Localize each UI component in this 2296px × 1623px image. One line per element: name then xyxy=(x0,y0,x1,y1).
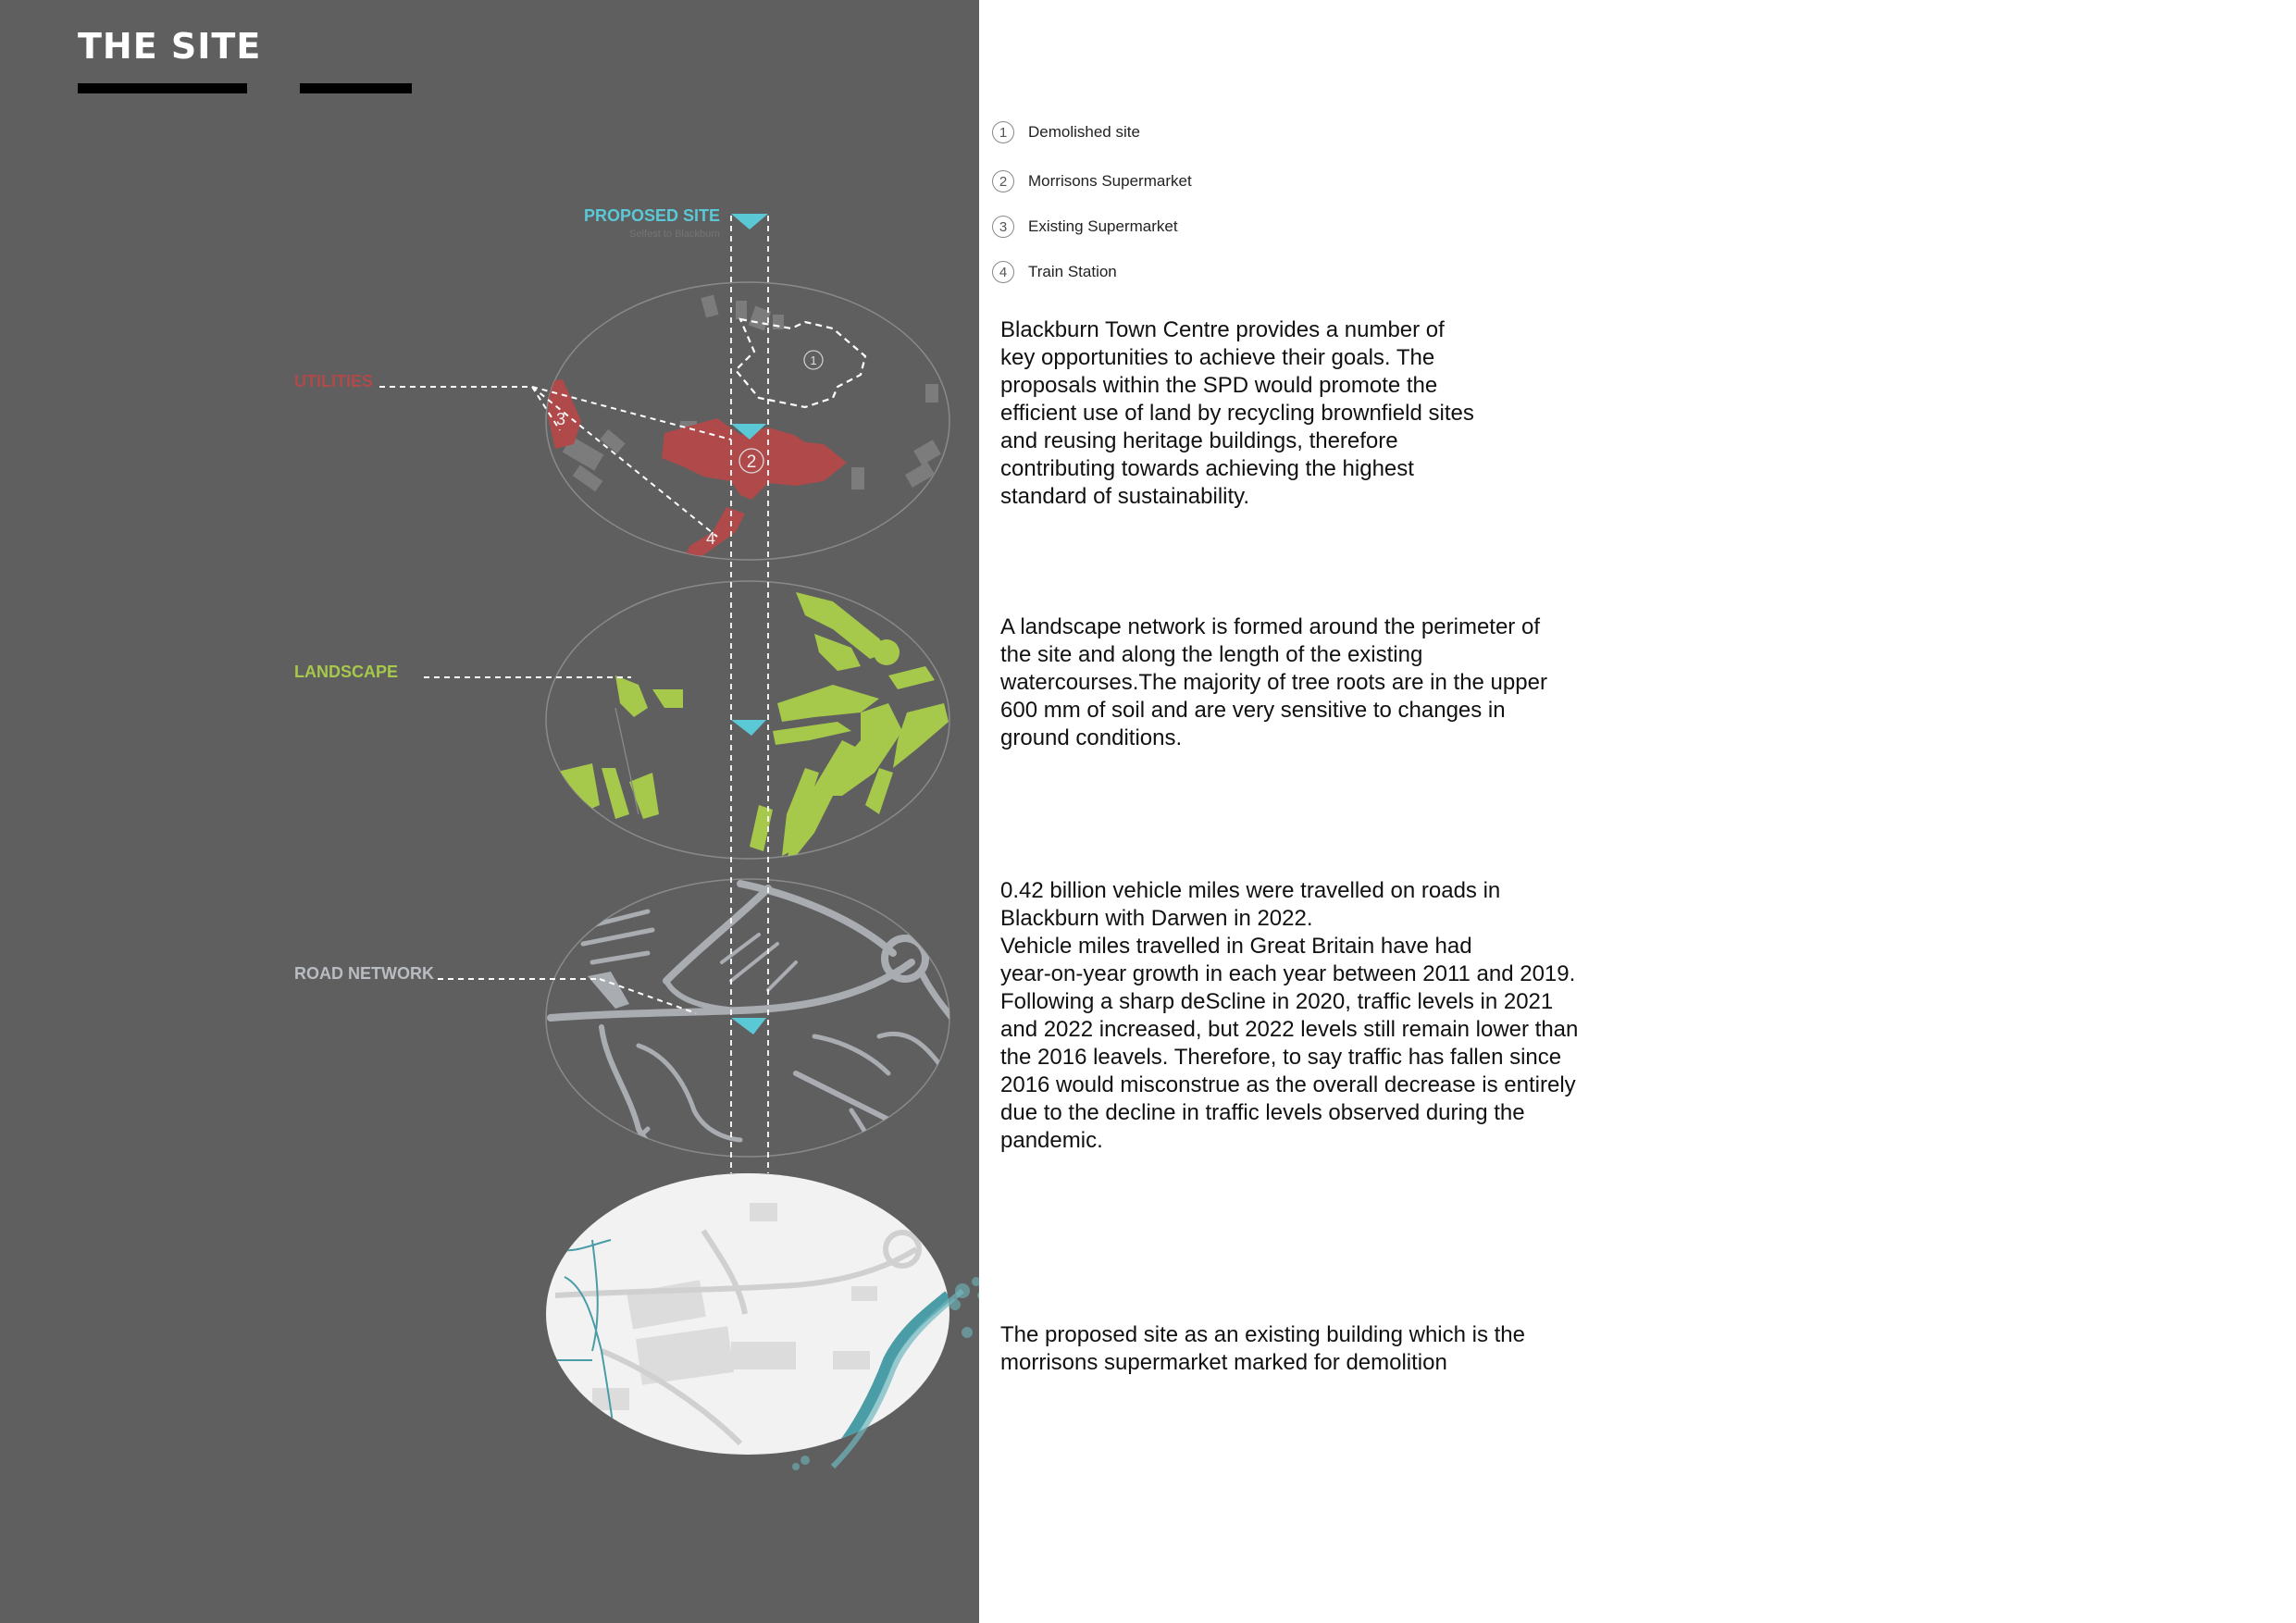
road-block xyxy=(588,972,629,1009)
road-network-layer xyxy=(294,879,962,1166)
road-network-description: 0.42 billion vehicle miles were travelled on roads in Blackburn with Darwen in 2022. Vehicle miles travelled in Great Britain have had year-on-year growth in each year between 2011 and 2019. Following a sharp deScline in 2020, traffic levels in 2021 and 2022 increased, but 2022 levels still remain lower than the 2016 leavels. Therefore, to say traffic has fallen since 2016 would misconstrue as the overall decrease is entirely due to the decline in traffic levels observed during the pandemic. xyxy=(1000,878,1579,1153)
legend-number: 2 xyxy=(992,170,1014,192)
legend-label: Morrisons Supermarket xyxy=(1028,172,1192,190)
road-network-label: ROAD NETWORK xyxy=(294,964,434,983)
marker-1-text: 1 xyxy=(810,353,817,367)
base-map-layer xyxy=(546,1173,979,1470)
landscape-description: A landscape network is formed around the perimeter of the site and along the length of the existing watercourses.The majority of tree roots are in the upper 600 mm of soil and are very sensitive to changes in ground conditions. xyxy=(1000,614,1547,750)
proposed-site-sublabel: Selfest to Blackburn xyxy=(629,229,720,240)
demolished-site-outline xyxy=(736,319,865,407)
legend-item-existing-supermarket xyxy=(992,213,1178,241)
site-description: The proposed site as an existing building which is the morrisons supermarket marked for demolition xyxy=(1000,1322,1525,1375)
proposed-site-marker-top xyxy=(731,214,768,229)
legend-item-demolished-site xyxy=(992,118,1140,146)
page-title: THE SITE xyxy=(78,26,262,67)
base-map-ellipse xyxy=(546,1173,949,1455)
proposed-site-label: PROPOSED SITE xyxy=(583,206,720,225)
legend-number: 4 xyxy=(992,261,1014,283)
marker-3-text: 3 xyxy=(555,410,566,428)
utilities-ellipse xyxy=(546,282,949,560)
legend-number: 1 xyxy=(992,121,1014,143)
legend-label: Demolished site xyxy=(1028,123,1140,141)
landscape-label: LANDSCAPE xyxy=(294,663,399,681)
utilities-layer xyxy=(294,282,949,560)
left-panel xyxy=(0,0,979,1623)
marker-4-text: 4 xyxy=(705,529,716,548)
legend-number: 3 xyxy=(992,216,1014,238)
utilities-description: Blackburn Town Centre provides a number of key opportunities to achieve their goals. The proposals within the SPD would promote the efficient use of land by recycling brownfield sites and reusing heritage buildings, therefore contributing towards achieving the highest standard of sustainability. xyxy=(1000,317,1474,509)
legend-label: Train Station xyxy=(1028,263,1117,280)
layered-site-diagram xyxy=(0,0,979,1623)
legend-item-train-station xyxy=(992,258,1117,286)
marker-2-text: 2 xyxy=(746,452,757,472)
legend-item-morrisons xyxy=(992,167,1192,195)
proposed-site-marker-landscape xyxy=(731,720,766,736)
proposed-site-marker-roads xyxy=(731,1018,766,1035)
utilities-label: UTILITIES xyxy=(294,372,373,390)
legend-label: Existing Supermarket xyxy=(1028,217,1178,235)
landscape-layer xyxy=(294,581,949,861)
